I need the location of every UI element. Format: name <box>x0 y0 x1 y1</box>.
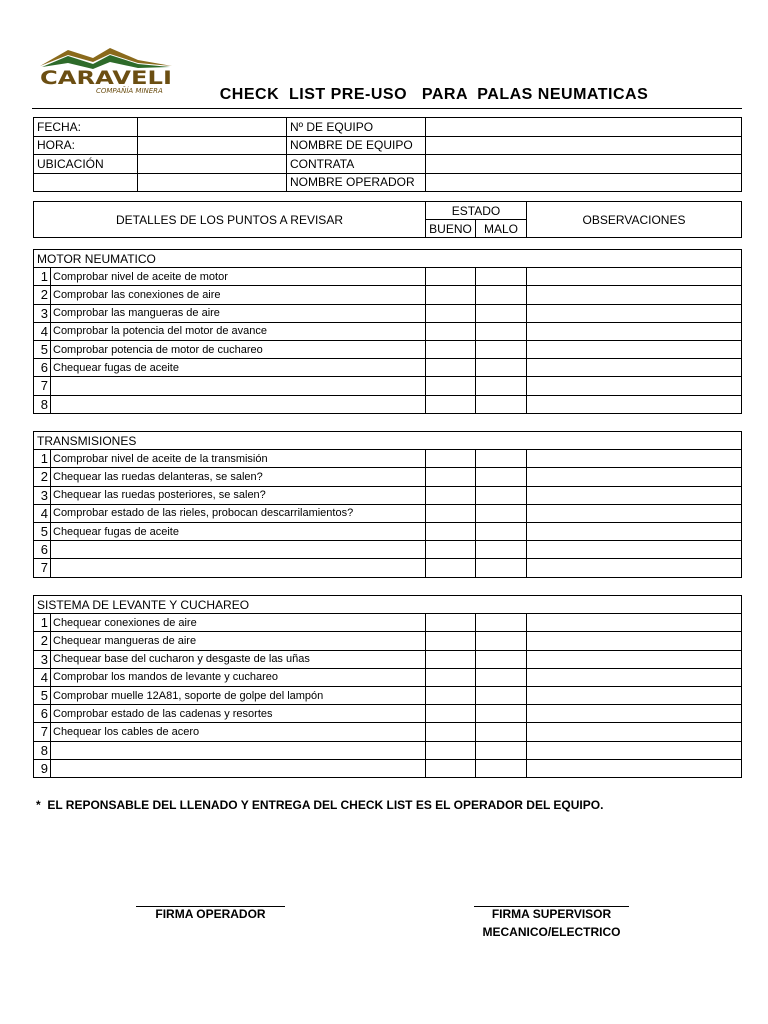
item-number: 1 <box>34 268 51 286</box>
estado-header: ESTADO <box>426 202 527 220</box>
checklist-row <box>34 340 742 358</box>
malo-checkbox-cell[interactable] <box>476 759 527 777</box>
observaciones-cell[interactable] <box>527 541 742 559</box>
info-label: UBICACIÓN <box>34 155 138 174</box>
info-row <box>34 173 742 192</box>
checklist-row <box>34 632 742 650</box>
malo-checkbox-cell[interactable] <box>476 450 527 468</box>
bueno-checkbox-cell[interactable] <box>426 632 476 650</box>
malo-checkbox-cell[interactable] <box>476 741 527 759</box>
info-label: FECHA: <box>34 118 138 137</box>
malo-checkbox-cell[interactable] <box>476 286 527 304</box>
observaciones-cell[interactable] <box>527 705 742 723</box>
checklist-row <box>34 268 742 286</box>
item-number: 9 <box>34 759 51 777</box>
checklist-row <box>34 322 742 340</box>
item-description: Chequear conexiones de aire <box>51 614 426 632</box>
malo-checkbox-cell[interactable] <box>476 686 527 704</box>
bueno-checkbox-cell[interactable] <box>426 559 476 577</box>
item-number: 2 <box>34 468 51 486</box>
malo-checkbox-cell[interactable] <box>476 541 527 559</box>
item-description: Chequear las ruedas posteriores, se salen? <box>51 486 426 504</box>
checklist-row <box>34 559 742 577</box>
item-number: 3 <box>34 304 51 322</box>
observaciones-cell[interactable] <box>527 559 742 577</box>
page-title: CHECK LIST PRE-USO PARA PALAS NEUMATICAS <box>219 86 649 103</box>
info-row <box>34 118 742 137</box>
logo-name: CARAVELI <box>40 67 172 89</box>
observaciones-cell[interactable] <box>527 741 742 759</box>
bueno-checkbox-cell[interactable] <box>426 705 476 723</box>
item-number: 1 <box>34 450 51 468</box>
checklist-row <box>34 504 742 522</box>
observaciones-cell[interactable] <box>527 723 742 741</box>
checklist-row <box>34 741 742 759</box>
info-row <box>34 155 742 174</box>
malo-checkbox-cell[interactable] <box>476 723 527 741</box>
malo-checkbox-cell[interactable] <box>476 359 527 377</box>
bueno-checkbox-cell[interactable] <box>426 340 476 358</box>
info-value-field[interactable] <box>426 136 742 155</box>
item-description: Comprobar las mangueras de aire <box>51 304 426 322</box>
checklist-row <box>34 377 742 395</box>
info-label: Nº DE EQUIPO <box>287 118 426 137</box>
observaciones-cell[interactable] <box>527 632 742 650</box>
info-value-field[interactable] <box>138 173 287 192</box>
checklist-row <box>34 686 742 704</box>
bueno-header: BUENO <box>426 220 476 238</box>
observaciones-cell[interactable] <box>527 377 742 395</box>
details-header: DETALLES DE LOS PUNTOS A REVISAR <box>34 202 426 238</box>
item-description: Comprobar los mandos de levante y cuchareo <box>51 668 426 686</box>
section-transmisiones <box>33 431 742 578</box>
item-description: Comprobar nivel de aceite de la transmisión <box>51 450 426 468</box>
info-row <box>34 136 742 155</box>
bueno-checkbox-cell[interactable] <box>426 268 476 286</box>
item-description <box>51 541 426 559</box>
bueno-checkbox-cell[interactable] <box>426 377 476 395</box>
observaciones-cell[interactable] <box>527 668 742 686</box>
logo-tagline: COMPAÑÍA MINERA <box>96 87 163 95</box>
bueno-checkbox-cell[interactable] <box>426 322 476 340</box>
item-number: 6 <box>34 359 51 377</box>
item-number: 4 <box>34 504 51 522</box>
bueno-checkbox-cell[interactable] <box>426 286 476 304</box>
malo-checkbox-cell[interactable] <box>476 614 527 632</box>
item-number: 5 <box>34 522 51 540</box>
item-description: Comprobar nivel de aceite de motor <box>51 268 426 286</box>
item-number: 4 <box>34 668 51 686</box>
malo-checkbox-cell[interactable] <box>476 468 527 486</box>
checklist-row <box>34 614 742 632</box>
info-value-field[interactable] <box>138 155 287 174</box>
malo-checkbox-cell[interactable] <box>476 650 527 668</box>
observaciones-cell[interactable] <box>527 359 742 377</box>
observaciones-cell[interactable] <box>527 286 742 304</box>
bueno-checkbox-cell[interactable] <box>426 741 476 759</box>
supervisor-signature-label: FIRMA SUPERVISOR <box>491 907 612 921</box>
checklist-row <box>34 723 742 741</box>
item-description <box>51 377 426 395</box>
checklist-row <box>34 450 742 468</box>
item-description: Comprobar estado de las rieles, probocan descarrilamientos? <box>51 504 426 522</box>
info-value-field[interactable] <box>138 118 287 137</box>
bueno-checkbox-cell[interactable] <box>426 723 476 741</box>
item-number: 7 <box>34 723 51 741</box>
observaciones-cell[interactable] <box>527 614 742 632</box>
bueno-checkbox-cell[interactable] <box>426 450 476 468</box>
item-number: 2 <box>34 286 51 304</box>
item-number: 4 <box>34 322 51 340</box>
bueno-checkbox-cell[interactable] <box>426 504 476 522</box>
checklist-row <box>34 541 742 559</box>
observaciones-cell[interactable] <box>527 340 742 358</box>
bueno-checkbox-cell[interactable] <box>426 614 476 632</box>
checklist-row <box>34 359 742 377</box>
checklist-header <box>33 201 742 238</box>
item-description: Comprobar la potencia del motor de avance <box>51 322 426 340</box>
item-number: 8 <box>34 741 51 759</box>
info-table <box>33 117 742 192</box>
bueno-checkbox-cell[interactable] <box>426 468 476 486</box>
bueno-checkbox-cell[interactable] <box>426 522 476 540</box>
malo-header: MALO <box>476 220 527 238</box>
item-description <box>51 395 426 413</box>
info-value-field[interactable] <box>426 173 742 192</box>
malo-checkbox-cell[interactable] <box>476 340 527 358</box>
observaciones-cell[interactable] <box>527 504 742 522</box>
info-label <box>34 173 138 192</box>
observaciones-cell[interactable] <box>527 522 742 540</box>
item-description <box>51 559 426 577</box>
info-label: NOMBRE OPERADOR <box>287 173 426 192</box>
bueno-checkbox-cell[interactable] <box>426 304 476 322</box>
supervisor-signature-role: MECANICO/ELECTRICO <box>482 925 621 939</box>
item-number: 8 <box>34 395 51 413</box>
observaciones-cell[interactable] <box>527 650 742 668</box>
observaciones-cell[interactable] <box>527 322 742 340</box>
malo-checkbox-cell[interactable] <box>476 377 527 395</box>
item-number: 1 <box>34 614 51 632</box>
observaciones-cell[interactable] <box>527 304 742 322</box>
bueno-checkbox-cell[interactable] <box>426 359 476 377</box>
info-label: CONTRATA <box>287 155 426 174</box>
section-title: TRANSMISIONES <box>34 432 742 450</box>
info-value-field[interactable] <box>138 136 287 155</box>
observaciones-cell[interactable] <box>527 486 742 504</box>
malo-checkbox-cell[interactable] <box>476 705 527 723</box>
malo-checkbox-cell[interactable] <box>476 522 527 540</box>
item-number: 7 <box>34 377 51 395</box>
bueno-checkbox-cell[interactable] <box>426 395 476 413</box>
info-value-field[interactable] <box>426 155 742 174</box>
checklist-row <box>34 286 742 304</box>
observaciones-cell[interactable] <box>527 468 742 486</box>
checklist-row <box>34 522 742 540</box>
item-description: Chequear las ruedas delanteras, se salen? <box>51 468 426 486</box>
checklist-row <box>34 705 742 723</box>
item-description: Chequear mangueras de aire <box>51 632 426 650</box>
item-description: Comprobar las conexiones de aire <box>51 286 426 304</box>
responsibility-note: * EL REPONSABLE DEL LLENADO Y ENTREGA DEL CHECK LIST ES EL OPERADOR DEL EQUIPO. <box>36 798 604 812</box>
malo-checkbox-cell[interactable] <box>476 504 527 522</box>
item-number: 5 <box>34 686 51 704</box>
item-number: 7 <box>34 559 51 577</box>
bueno-checkbox-cell[interactable] <box>426 486 476 504</box>
info-label: HORA: <box>34 136 138 155</box>
malo-checkbox-cell[interactable] <box>476 322 527 340</box>
checklist-row <box>34 759 742 777</box>
section-title: MOTOR NEUMATICO <box>34 250 742 268</box>
checklist-row <box>34 668 742 686</box>
item-number: 5 <box>34 340 51 358</box>
section-motor-neumatico <box>33 249 742 414</box>
item-number: 2 <box>34 632 51 650</box>
observaciones-cell[interactable] <box>527 686 742 704</box>
checklist-row <box>34 395 742 413</box>
info-label: NOMBRE DE EQUIPO <box>287 136 426 155</box>
checklist-row <box>34 468 742 486</box>
checklist-row <box>34 650 742 668</box>
item-description: Chequear fugas de aceite <box>51 359 426 377</box>
item-number: 6 <box>34 541 51 559</box>
info-value-field[interactable] <box>426 118 742 137</box>
observaciones-cell[interactable] <box>527 450 742 468</box>
operator-signature-label: FIRMA OPERADOR <box>155 907 266 921</box>
malo-checkbox-cell[interactable] <box>476 486 527 504</box>
section-title: SISTEMA DE LEVANTE Y CUCHAREO <box>34 596 742 614</box>
observaciones-cell[interactable] <box>527 759 742 777</box>
malo-checkbox-cell[interactable] <box>476 304 527 322</box>
item-number: 3 <box>34 650 51 668</box>
item-description: Comprobar estado de las cadenas y resortes <box>51 705 426 723</box>
bueno-checkbox-cell[interactable] <box>426 650 476 668</box>
item-description: Chequear fugas de aceite <box>51 522 426 540</box>
item-description <box>51 759 426 777</box>
item-description: Chequear los cables de acero <box>51 723 426 741</box>
bueno-checkbox-cell[interactable] <box>426 668 476 686</box>
malo-checkbox-cell[interactable] <box>476 559 527 577</box>
item-description: Chequear base del cucharon y desgaste de las uñas <box>51 650 426 668</box>
bueno-checkbox-cell[interactable] <box>426 759 476 777</box>
bueno-checkbox-cell[interactable] <box>426 541 476 559</box>
bueno-checkbox-cell[interactable] <box>426 686 476 704</box>
item-description: Comprobar potencia de motor de cuchareo <box>51 340 426 358</box>
checklist-row <box>34 486 742 504</box>
section-sistema-levante <box>33 595 742 778</box>
malo-checkbox-cell[interactable] <box>476 395 527 413</box>
observaciones-header: OBSERVACIONES <box>527 202 742 238</box>
title-divider <box>32 108 742 109</box>
observaciones-cell[interactable] <box>527 395 742 413</box>
malo-checkbox-cell[interactable] <box>476 668 527 686</box>
item-description: Comprobar muelle 12A81, soporte de golpe del lampón <box>51 686 426 704</box>
item-number: 6 <box>34 705 51 723</box>
observaciones-cell[interactable] <box>527 268 742 286</box>
item-number: 3 <box>34 486 51 504</box>
malo-checkbox-cell[interactable] <box>476 268 527 286</box>
malo-checkbox-cell[interactable] <box>476 632 527 650</box>
item-description <box>51 741 426 759</box>
checklist-row <box>34 304 742 322</box>
